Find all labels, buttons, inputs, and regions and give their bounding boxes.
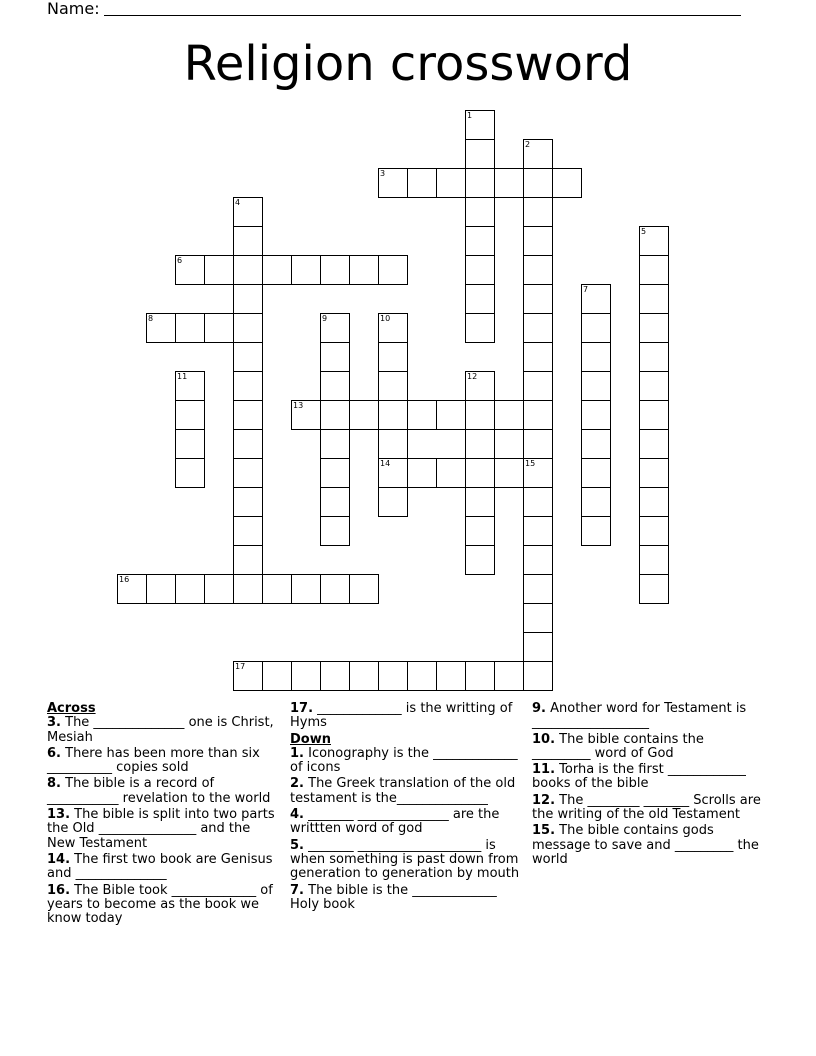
grid-cell[interactable]: [262, 255, 292, 285]
cell-number: 10: [380, 314, 391, 323]
grid-cell[interactable]: [523, 632, 553, 662]
grid-cell[interactable]: [320, 429, 350, 459]
grid-cell[interactable]: [523, 139, 553, 169]
grid-cell[interactable]: [349, 574, 379, 604]
cell-number: 6: [177, 256, 183, 265]
grid-cell[interactable]: [465, 400, 495, 430]
cell-number: 8: [148, 314, 154, 323]
grid-cell[interactable]: [233, 226, 263, 256]
grid-cell[interactable]: [494, 168, 524, 198]
grid-cell[interactable]: [523, 400, 553, 430]
grid-cell[interactable]: [639, 574, 669, 604]
grid-cell[interactable]: [581, 371, 611, 401]
grid-cell[interactable]: [378, 458, 408, 488]
clue-down-15: 15. The bible contains gods message to save and _________ the world: [532, 823, 759, 867]
clues-column-3: [532, 702, 764, 869]
grid-cell[interactable]: [320, 313, 350, 343]
grid-cell[interactable]: [378, 342, 408, 372]
grid-cell[interactable]: [494, 458, 524, 488]
grid-cell[interactable]: [378, 661, 408, 691]
clue-across-3: 3. The ______________ one is Christ, Mesiah: [47, 715, 274, 745]
grid-cell[interactable]: [494, 400, 524, 430]
grid-cell[interactable]: [233, 458, 263, 488]
grid-cell[interactable]: [639, 255, 669, 285]
grid-cell[interactable]: [639, 371, 669, 401]
grid-cell[interactable]: [639, 429, 669, 459]
grid-cell[interactable]: [581, 516, 611, 546]
grid-cell[interactable]: [581, 429, 611, 459]
cell-number: 11: [177, 372, 188, 381]
clue-down-2: 2. The Greek translation of the old testament is the______________: [290, 776, 516, 806]
grid-cell[interactable]: [146, 574, 176, 604]
grid-cell[interactable]: [378, 487, 408, 517]
grid-cell[interactable]: [320, 574, 350, 604]
clue-down-11: 11. Torha is the first ____________ books of the bible: [532, 762, 746, 792]
grid-cell[interactable]: [378, 371, 408, 401]
grid-cell[interactable]: [465, 487, 495, 517]
grid-cell[interactable]: [291, 255, 321, 285]
grid-cell[interactable]: [175, 429, 205, 459]
clue-across-8: 8. The bible is a record of ___________ revelation to the world: [47, 776, 271, 806]
grid-cell[interactable]: [639, 545, 669, 575]
cell-number: 13: [293, 401, 304, 410]
grid-cell[interactable]: [320, 400, 350, 430]
grid-cell[interactable]: [262, 574, 292, 604]
grid-cell[interactable]: [407, 661, 437, 691]
across-heading: Across: [47, 701, 96, 716]
grid-cell[interactable]: [262, 661, 292, 691]
clue-down-7: 7. The bible is the _____________ Holy book: [290, 882, 497, 912]
grid-cell[interactable]: [233, 429, 263, 459]
grid-cell[interactable]: [523, 371, 553, 401]
grid-cell[interactable]: [465, 429, 495, 459]
clue-down-4: 4. _______ ______________ are the writtten word of god: [290, 807, 500, 837]
page-title: Religion crossword: [183, 36, 633, 92]
grid-cell[interactable]: [233, 342, 263, 372]
grid-cell[interactable]: [407, 168, 437, 198]
grid-cell[interactable]: [233, 516, 263, 546]
clue-across-17: 17. _____________ is the writting of Hyms: [290, 701, 513, 731]
clue-down-10: 10. The bible contains the _________ word of God: [532, 731, 704, 761]
cell-number: 5: [641, 227, 647, 236]
grid-cell[interactable]: [581, 458, 611, 488]
cell-number: 7: [583, 285, 589, 294]
grid-cell[interactable]: [233, 574, 263, 604]
grid-cell[interactable]: [233, 197, 263, 227]
grid-cell[interactable]: [204, 574, 234, 604]
grid-cell[interactable]: [523, 313, 553, 343]
clues-column-2: [290, 702, 522, 914]
grid-cell[interactable]: [175, 574, 205, 604]
grid-cell[interactable]: [465, 313, 495, 343]
grid-cell[interactable]: [523, 603, 553, 633]
grid-cell[interactable]: [465, 545, 495, 575]
grid-cell[interactable]: [465, 516, 495, 546]
grid-cell[interactable]: [233, 284, 263, 314]
grid-cell[interactable]: [552, 168, 582, 198]
grid-cell[interactable]: [407, 400, 437, 430]
grid-cell[interactable]: [465, 458, 495, 488]
grid-cell[interactable]: [436, 168, 466, 198]
grid-cell[interactable]: [639, 458, 669, 488]
grid-cell[interactable]: [523, 284, 553, 314]
grid-cell[interactable]: [291, 400, 321, 430]
grid-cell[interactable]: [349, 661, 379, 691]
grid-cell[interactable]: [320, 255, 350, 285]
down-heading: Down: [290, 731, 331, 747]
grid-cell[interactable]: [523, 458, 553, 488]
grid-cell[interactable]: [581, 313, 611, 343]
grid-cell[interactable]: [175, 400, 205, 430]
clue-down-9: 9. Another word for Testament is __________________: [532, 701, 747, 731]
grid-cell[interactable]: [320, 342, 350, 372]
grid-cell[interactable]: [320, 487, 350, 517]
grid-cell[interactable]: [581, 400, 611, 430]
cell-number: 1: [467, 111, 473, 120]
grid-cell[interactable]: [320, 661, 350, 691]
name-label: Name:: [47, 0, 100, 18]
grid-cell[interactable]: [523, 342, 553, 372]
grid-cell[interactable]: [320, 516, 350, 546]
grid-cell[interactable]: [639, 226, 669, 256]
grid-cell[interactable]: [639, 400, 669, 430]
grid-cell[interactable]: [233, 545, 263, 575]
grid-cell[interactable]: [291, 574, 321, 604]
grid-cell[interactable]: [349, 400, 379, 430]
clues-column-1: [47, 702, 279, 928]
cell-number: 3: [380, 169, 386, 178]
grid-cell[interactable]: [378, 400, 408, 430]
grid-cell[interactable]: [639, 342, 669, 372]
grid-cell[interactable]: [523, 255, 553, 285]
grid-cell[interactable]: [465, 168, 495, 198]
grid-cell[interactable]: [465, 110, 495, 140]
grid-cell[interactable]: [465, 226, 495, 256]
grid-cell[interactable]: [523, 429, 553, 459]
clue-across-16: 16. The Bible took _____________ of years to become as the book we know today: [47, 882, 273, 927]
grid-cell[interactable]: [639, 284, 669, 314]
grid-cell[interactable]: [117, 574, 147, 604]
grid-cell[interactable]: [378, 255, 408, 285]
grid-cell[interactable]: [175, 255, 205, 285]
grid-cell[interactable]: [523, 168, 553, 198]
grid-cell[interactable]: [523, 516, 553, 546]
grid-cell[interactable]: [204, 255, 234, 285]
grid-cell[interactable]: [378, 168, 408, 198]
grid-cell[interactable]: [204, 313, 234, 343]
grid-cell[interactable]: [581, 342, 611, 372]
grid-cell[interactable]: [494, 661, 524, 691]
grid-cell[interactable]: [291, 661, 321, 691]
grid-cell[interactable]: [233, 400, 263, 430]
grid-cell[interactable]: [407, 458, 437, 488]
cell-number: 2: [525, 140, 531, 149]
grid-cell[interactable]: [233, 661, 263, 691]
cell-number: 12: [467, 372, 478, 381]
clue-down-5: 5. _______ ___________________ is when something is past down from generation to generation by mouth: [290, 837, 520, 882]
grid-cell[interactable]: [233, 487, 263, 517]
cell-number: 15: [525, 459, 536, 468]
grid-cell[interactable]: [378, 429, 408, 459]
cell-number: 16: [119, 575, 130, 584]
grid-cell[interactable]: [233, 255, 263, 285]
grid-cell[interactable]: [639, 313, 669, 343]
cell-number: 4: [235, 198, 241, 207]
grid-cell[interactable]: [523, 487, 553, 517]
clue-across-6: 6. There has been more than six __________ copies sold: [47, 745, 260, 776]
grid-cell[interactable]: [436, 400, 466, 430]
grid-cell[interactable]: [581, 284, 611, 314]
grid-cell[interactable]: [465, 284, 495, 314]
grid-cell[interactable]: [320, 371, 350, 401]
grid-cell[interactable]: [465, 371, 495, 401]
grid-cell[interactable]: [523, 197, 553, 227]
clue-down-1: 1. Iconography is the _____________ of icons: [290, 745, 518, 776]
grid-cell[interactable]: [320, 458, 350, 488]
clue-down-12: 12. The ________ _______ Scrolls are the writing of the old Testament: [532, 792, 761, 823]
cell-number: 14: [380, 459, 391, 468]
grid-cell[interactable]: [465, 139, 495, 169]
grid-cell[interactable]: [523, 226, 553, 256]
grid-cell[interactable]: [639, 487, 669, 517]
grid-cell[interactable]: [233, 313, 263, 343]
grid-cell[interactable]: [523, 574, 553, 604]
grid-cell[interactable]: [465, 661, 495, 691]
grid-cell[interactable]: [146, 313, 176, 343]
clue-across-14: 14. The first two book are Genisus and ______________: [47, 851, 273, 882]
grid-cell[interactable]: [581, 487, 611, 517]
grid-cell[interactable]: [523, 545, 553, 575]
grid-cell[interactable]: [175, 458, 205, 488]
grid-cell[interactable]: [175, 371, 205, 401]
grid-cell[interactable]: [465, 255, 495, 285]
cell-number: 9: [322, 314, 328, 323]
grid-cell[interactable]: [465, 197, 495, 227]
grid-cell[interactable]: [436, 661, 466, 691]
clue-across-13: 13. The bible is split into two parts the Old _______________ and the New Testament: [47, 807, 275, 851]
grid-cell[interactable]: [349, 255, 379, 285]
grid-cell[interactable]: [175, 313, 205, 343]
cell-number: 17: [235, 662, 246, 671]
grid-cell[interactable]: [639, 516, 669, 546]
grid-cell[interactable]: [523, 661, 553, 691]
grid-cell[interactable]: [436, 458, 466, 488]
grid-cell[interactable]: [378, 313, 408, 343]
grid-cell[interactable]: [233, 371, 263, 401]
